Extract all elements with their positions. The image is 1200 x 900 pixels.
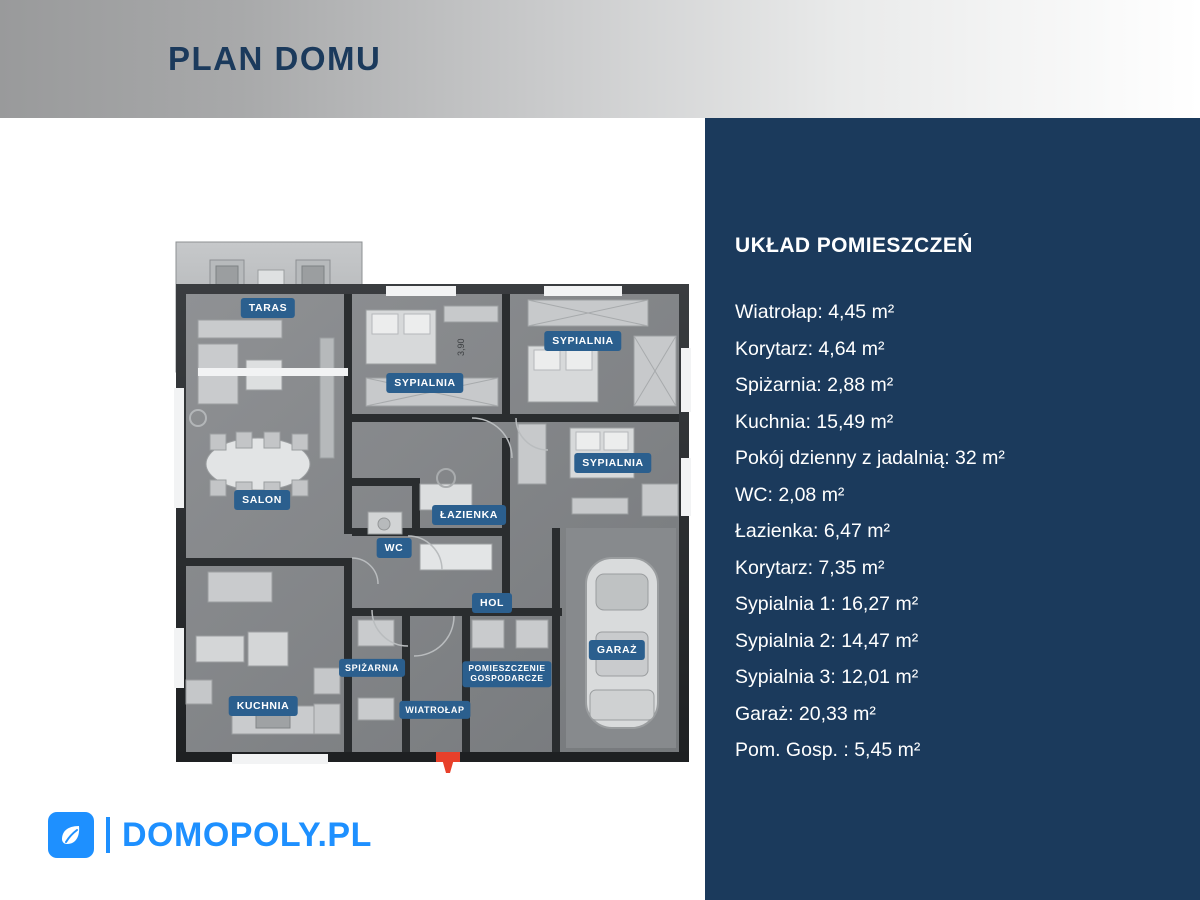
list-item: Korytarz: 4,64 m² [735,337,885,360]
dimension-label: 3,90 [456,338,466,356]
list-item: Sypialnia 1: 16,27 m² [735,593,919,615]
brand-logo[interactable] [48,812,372,858]
list-item: Spiżarnia: 2,88 m² [735,374,894,396]
list-item: Łazienka: 6,47 m² [735,520,891,542]
floorplan-area [0,118,705,900]
list-item: Korytarz: 7,35 m² [735,556,885,579]
room-label-hol: HOL [472,593,512,613]
logo-divider [106,817,110,853]
room-label-wc: WC [377,538,412,558]
list-item: Garaż: 20,33 m² [735,702,876,725]
list-item: Sypialnia 2: 14,47 m² [735,629,919,652]
list-item: Wiatrołap: 4,45 m² [735,301,895,323]
room-label-wiatrolap: WIATROŁAP [399,701,470,719]
room-list [735,294,1175,769]
entrance-arrow [436,752,460,773]
list-item: Pom. Gosp. : 5,45 m² [735,739,921,761]
room-label-spizarnia: SPIŻARNIA [339,659,405,677]
list-item: WC: 2,08 m² [735,483,845,506]
garage-car [566,528,676,748]
room-label-sypialnia-1: SYPIALNIA [386,373,463,393]
logo-wordmark: DOMOPOLY.PL [122,815,372,854]
room-label-pom-gospodarcze: POMIESZCZENIE GOSPODARCZE [462,661,551,687]
header-bar [0,0,1200,118]
panel-title: UKŁAD POMIESZCZEŃ [735,234,973,257]
list-item: Sypialnia 3: 12,01 m² [735,666,919,688]
floorplan [172,228,697,773]
room-label-sypialnia-3: SYPIALNIA [574,453,651,473]
room-label-salon: SALON [234,490,290,510]
room-label-sypialnia-2: SYPIALNIA [544,331,621,351]
list-item: Kuchnia: 15,49 m² [735,410,894,433]
list-item: Pokój dzienny z jadalnią: 32 m² [735,447,1005,469]
room-label-kuchnia: KUCHNIA [229,696,298,716]
room-label-lazienka: ŁAZIENKA [432,505,506,525]
leaf-icon [48,812,94,858]
room-label-taras: TARAS [241,298,295,318]
page-title: PLAN DOMU [168,40,382,77]
room-label-garaz: GARAŻ [589,640,645,660]
room-schedule-panel [705,118,1200,900]
